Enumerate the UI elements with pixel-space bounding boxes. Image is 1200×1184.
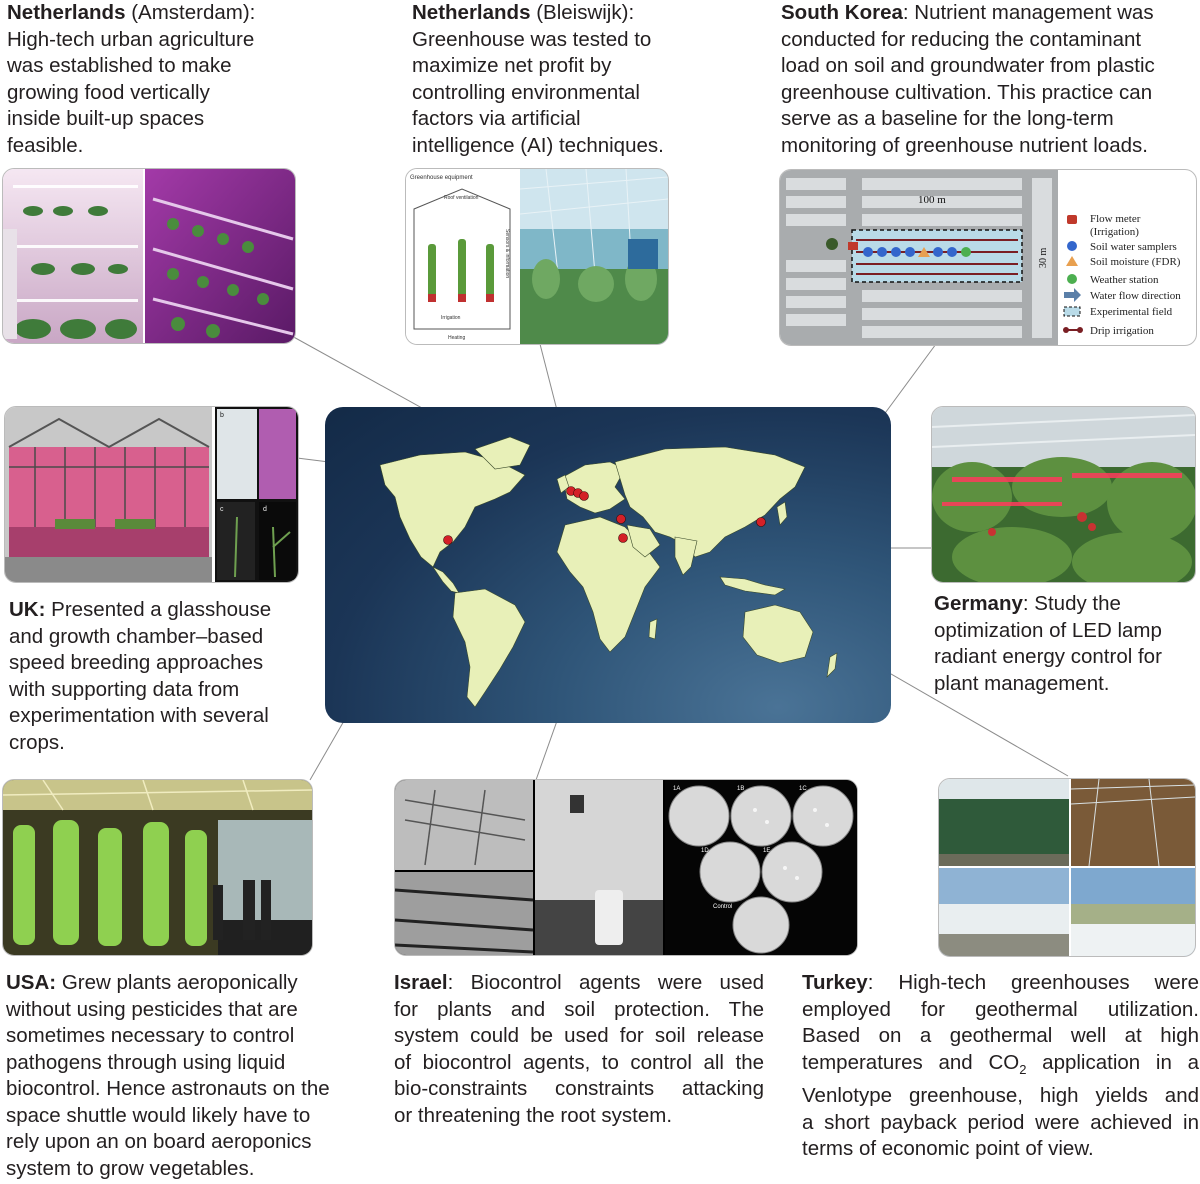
usa-aeroponic-towers-photo [2, 779, 313, 956]
israel-text: Israel: Biocontrol agents were used for plants and soil protection. The system could be used for soil release of biocontrol agents, to control all the bio-constraints constraints attacking or threatening the root system. [394, 970, 764, 1129]
text-line: a short payback period were achieved in [802, 1110, 1199, 1134]
marker-israel [619, 534, 628, 543]
text-line: High-tech urban agriculture [7, 27, 255, 51]
biocontrol-illustration [395, 780, 857, 955]
text-fragment: temperatures and CO [802, 1050, 1020, 1074]
dish-label: Control [713, 904, 733, 910]
text-line: High-tech greenhouses were [898, 971, 1199, 994]
legend-label: Drip irrigation [1090, 325, 1154, 337]
diagram-label: Roof ventilation [444, 195, 479, 201]
text-line: system to grow vegetables. [6, 1156, 255, 1180]
world-map [325, 407, 891, 723]
text-line: crops. [9, 730, 65, 754]
text-line: monitoring of greenhouse nutrient loads. [781, 133, 1148, 157]
leader-line [880, 344, 936, 420]
dimension-label: 30 m [1038, 247, 1049, 268]
country-name: Israel [394, 971, 448, 994]
text-line: and growth chamber–based [9, 624, 264, 648]
text-line: serve as a baseline for the long-term [781, 107, 1114, 130]
text-line: Venlotype greenhouse, high yields and [802, 1084, 1199, 1108]
legend-label: Experimental field [1090, 306, 1173, 318]
diagram-label: Greenhouse equipment [410, 175, 473, 181]
text-line: speed breeding approaches [9, 651, 264, 674]
text-line: terms of economic point of view. [802, 1137, 1094, 1161]
greenhouse-diagram [406, 169, 668, 344]
text-line: load on soil and groundwater from plastic [781, 54, 1155, 77]
text-line: or threatening the root system. [394, 1103, 673, 1127]
india-landmass [675, 537, 697, 575]
text-line: controlling environmental [412, 80, 640, 104]
country-name: Turkey [802, 971, 868, 994]
text-line: pathogens through using liquid [6, 1050, 286, 1074]
text-line: experimentation with several [9, 704, 269, 727]
dish-label: 1E [763, 848, 771, 854]
turkey-text: Turkey: High-tech greenhouses were employed for geothermal utilization. Based on a geothermal well at high temperatures and $CO_2$ application in a Venlotype greenhouse, high yields and a short payback period were achieved in terms of economic point of view. [802, 970, 1199, 1163]
text-line: Nutrient management was [914, 1, 1154, 24]
panel-label: d [263, 506, 267, 513]
israel-biocontrol-photo [394, 779, 858, 956]
text-line: bio-constraints constraints attacking [394, 1077, 764, 1100]
panel-label: b [220, 412, 224, 419]
text-line: of biocontrol agents, to control all the [394, 1050, 764, 1074]
text-line: system could be used for soil release [394, 1024, 764, 1047]
uk-glasshouse-photo [4, 406, 299, 583]
dish-label: 1D [701, 848, 709, 854]
germany-text: Germany: Study the optimization of LED lamp radiant energy control for plant management. [934, 591, 1200, 697]
subscript: 2 [1019, 1061, 1027, 1077]
germany-led-greenhouse-photo [931, 406, 1196, 583]
text-line: without using pesticides that are [6, 997, 298, 1021]
legend [1063, 213, 1181, 337]
marker-usa [444, 536, 453, 545]
diagram-label: Sensors & information [504, 229, 510, 279]
text-line: inside built-up spaces [7, 107, 205, 130]
text-line: factors via artificial [412, 107, 581, 130]
led-greenhouse-illustration [932, 407, 1195, 582]
legend-label: Flow meter [1090, 213, 1141, 225]
text-line: space shuttle would likely have to [6, 1103, 311, 1127]
country-name: UK: [9, 598, 46, 621]
panel-label: c [220, 506, 224, 513]
text-line: employed for geothermal utilization. [802, 997, 1199, 1021]
text-line: Based on a geothermal well at high [802, 1024, 1199, 1047]
text-line: Study the [1034, 592, 1121, 615]
vertical-farm-illustration [3, 169, 295, 343]
text-line: growing food vertically [7, 80, 210, 104]
text-line: intelligence (AI) techniques. [412, 133, 664, 157]
text-line: Grew plants aeroponically [61, 971, 298, 994]
south-america-landmass [453, 589, 525, 707]
central-america-landmass [433, 567, 459, 593]
north-america-landmass [380, 452, 525, 567]
country-name: Germany [934, 592, 1023, 615]
diagram-label: Heating [448, 335, 466, 341]
text-line: plant management. [934, 671, 1110, 695]
aeroponic-illustration [3, 780, 312, 955]
australia-landmass [743, 605, 813, 663]
legend-label: (Irrigation) [1090, 226, 1139, 238]
madagascar-landmass [649, 619, 657, 639]
turkey-greenhouses-photo [938, 778, 1196, 957]
amsterdam-vertical-farm-photo [2, 168, 296, 344]
country-name: USA: [6, 971, 57, 994]
dish-label: 1C [799, 786, 807, 792]
legend-label: Weather station [1090, 274, 1159, 286]
text-line: greenhouse cultivation. This practice can [781, 80, 1153, 104]
city-name: (Bleiswijk): [536, 1, 635, 24]
legend-label: Soil moisture (FDR) [1090, 256, 1181, 268]
legend-label: Soil water samplers [1090, 241, 1177, 253]
text-line: maximize net profit by [412, 54, 612, 77]
text-line: was established to make [7, 54, 232, 77]
japan-landmass [777, 502, 787, 525]
text-fragment: application in a [1026, 1050, 1199, 1074]
text-line: biocontrol. Hence astronauts on the [6, 1077, 330, 1100]
dish-label: 1A [673, 786, 681, 792]
text-line: feasible. [7, 133, 84, 157]
text-line: rely upon an on board aeroponics [6, 1130, 312, 1153]
indonesia-landmass [720, 577, 785, 595]
aerial-field-diagram [780, 170, 1196, 345]
south-korea-text: South Korea: Nutrient management was conducted for reducing the contaminant load on soil and groundwater from plastic greenhouse cultivation. This practice can serve as a baseline for the long-term monitoring of greenhouse nutrient loads. [781, 0, 1200, 159]
country-name: South Korea [781, 1, 903, 24]
diagram-label: Irrigation [441, 315, 461, 321]
text-line: for plants and soil protection. The [394, 997, 764, 1021]
glasshouse-illustration [5, 407, 298, 582]
country-name: Netherlands [412, 1, 531, 24]
marker-turkey [617, 515, 626, 524]
bleiswijk-greenhouse-panel [405, 168, 669, 345]
text-line: Biocontrol agents were used [470, 971, 764, 994]
dish-label: 1B [737, 786, 745, 792]
turkey-greenhouse-illustration [939, 779, 1195, 956]
city-name: (Amsterdam): [131, 1, 256, 24]
text-line: Presented a glasshouse [51, 598, 272, 621]
text-line: Greenhouse was tested to [412, 27, 652, 51]
country-name: Netherlands [7, 1, 126, 24]
south-korea-aerial-panel [779, 169, 1197, 346]
text-line: conducted for reducing the contaminant [781, 27, 1142, 51]
text-line: sometimes necessary to control [6, 1024, 295, 1047]
legend-label: Water flow direction [1090, 290, 1181, 302]
dimension-label: 100 m [918, 194, 946, 206]
world-map-land [325, 407, 891, 723]
marker-south-korea [757, 518, 766, 527]
text-line: optimization of LED lamp [934, 618, 1162, 642]
text-line: with supporting data from [9, 677, 240, 701]
marker-germany [580, 492, 589, 501]
text-line: radiant energy control for [934, 645, 1162, 668]
new-zealand-landmass [827, 653, 837, 677]
